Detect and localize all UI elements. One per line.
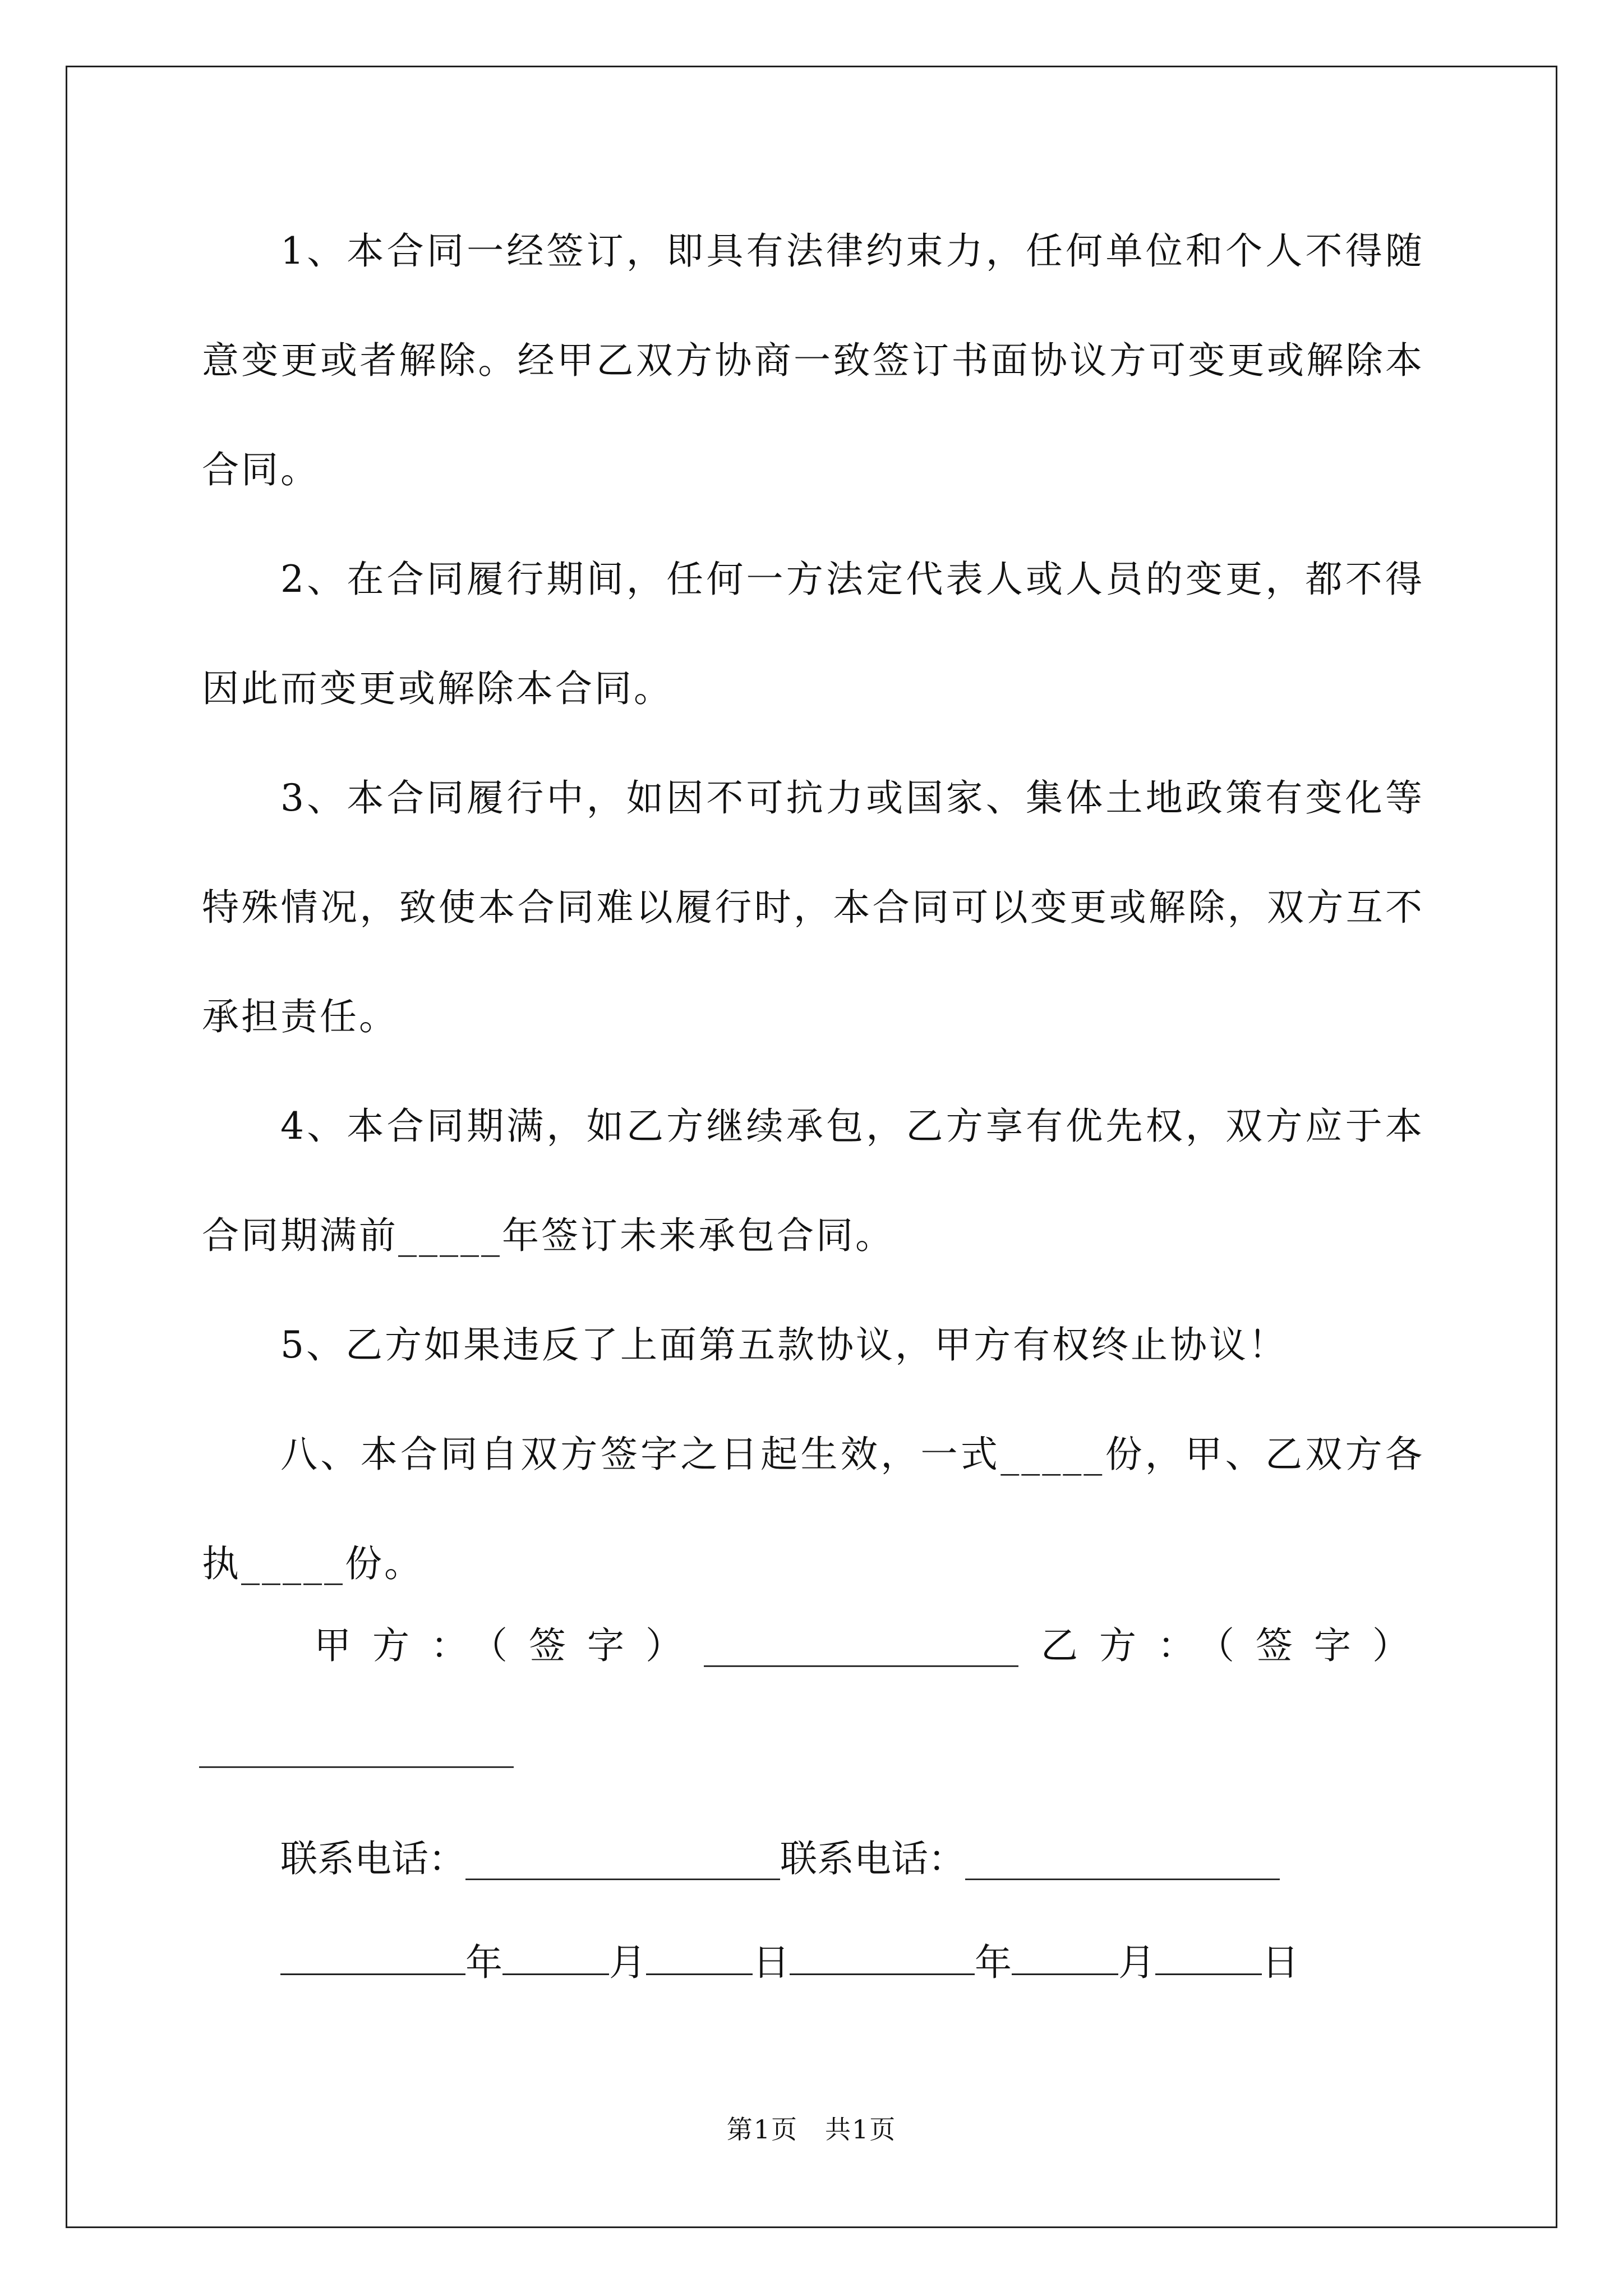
clause-8-text-after: 份。: [345, 1542, 423, 1585]
party-b-phone-line: _________________: [965, 1837, 1280, 1880]
party-a-day-blank: [646, 1941, 753, 1975]
party-b-month-blank: [1012, 1941, 1118, 1975]
clause-3: 3、本合同履行中，如因不可抗力或国家、集体土地政策有变化等特殊情况，致使本合同难以履行时，本合同可以变更或解除，双方互不承担责任。: [202, 776, 1424, 1038]
contact-row: [280, 1829, 1280, 1882]
party-b-signature-label: 乙方：（签字）: [1041, 1624, 1431, 1667]
party-a-year-label: 年: [465, 1941, 502, 1984]
clause-8-blank-2: _____: [241, 1542, 345, 1585]
clause-5: 5、乙方如果违反了上面第五款协议，甲方有权终止协议！: [280, 1323, 1288, 1366]
clause-8-text-before: 八、本合同自双方签字之日起生效，一式: [280, 1433, 1001, 1476]
party-b-phone-label: 联系电话：: [780, 1837, 965, 1880]
date-row: [280, 1932, 1299, 1986]
clause-4-text-before: 4、本合同期满，如乙方继续承包，乙方享有优先权，双方应于本合同期满前: [202, 1105, 1424, 1257]
party-a-phone-label: 联系电话：: [280, 1837, 465, 1880]
clause-4: [202, 1071, 1424, 1290]
party-b-day-label: 日: [1262, 1941, 1299, 1984]
page-footer: 第1页 共1页: [726, 2114, 897, 2145]
signature-row-continued: [199, 1725, 514, 1768]
party-b-day-blank: [1155, 1941, 1262, 1975]
party-b-year-blank: [790, 1941, 975, 1975]
clause-2: 2、在合同履行期间，任何一方法定代表人或人员的变更，都不得因此而变更或解除本合同。: [202, 558, 1424, 710]
clause-1: 1、本合同一经签订，即具有法律约束力，任何单位和个人不得随意变更或者解除。经甲乙双方协商一致签订书面协议方可变更或解除本合同。: [202, 229, 1424, 491]
clause-8-blank-1: _____: [1000, 1433, 1105, 1476]
party-b-signature-line: _________________: [199, 1725, 514, 1768]
clause-4-blank: _____: [398, 1214, 502, 1257]
signature-row: [314, 1616, 1431, 1669]
party-a-month-label: 月: [609, 1941, 646, 1984]
party-a-month-blank: [502, 1941, 609, 1975]
clause-8-text-mid: 份，甲、乙双方各执: [202, 1433, 1425, 1585]
clause-8: [202, 1400, 1424, 1618]
party-a-signature-label: 甲方：（签字）: [314, 1624, 704, 1667]
party-a-day-label: 日: [753, 1941, 790, 1984]
party-a-signature-line: _________________: [704, 1624, 1018, 1667]
party-b-year-label: 年: [975, 1941, 1012, 1984]
clause-4-text-after: 年签订未来承包合同。: [502, 1214, 895, 1257]
contract-body: [202, 196, 1424, 1618]
party-b-month-label: 月: [1118, 1941, 1155, 1984]
party-a-year-blank: [280, 1941, 465, 1975]
party-a-phone-line: _________________: [465, 1837, 780, 1880]
